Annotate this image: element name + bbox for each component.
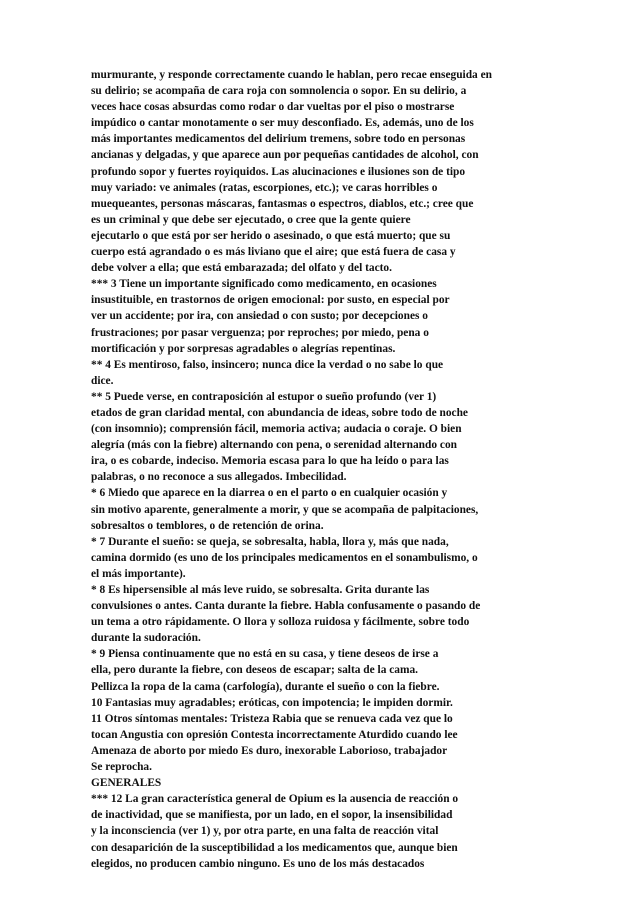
- text-line: sobresaltos o temblores, o de retención de orina.: [91, 519, 324, 532]
- text-line: murmurante, y responde correctamente cuando le hablan, pero recae enseguida en: [91, 69, 492, 81]
- text-line: 10 Fantasias muy agradables; eróticas, con impotencia; le impiden dormir.: [91, 696, 453, 709]
- text-line: * 9 Piensa continuamente que no está en su casa, y tiene deseos de irse a: [91, 648, 439, 661]
- text-line: de inactividad, que se manifiesta, por un lado, en el sopor, la insensibilidad: [91, 809, 453, 822]
- text-line: ella, pero durante la fiebre, con deseos de escapar; salta de la cama.: [91, 664, 419, 677]
- section-heading: GENERALES: [91, 777, 162, 790]
- text-line: ver un accidente; por ira, con ansiedad o con susto; por decepciones o: [91, 310, 428, 323]
- text-line: tocan Angustia con opresión Contesta incorrectamente Aturdido cuando lee: [91, 728, 458, 741]
- text-line: su delirio; se acompaña de cara roja con somnolencia o sopor. En su delirio, a: [91, 85, 467, 98]
- text-line: es un criminal y que debe ser ejecutado, o cree que la gente quiere: [91, 213, 411, 226]
- text-line: Amenaza de aborto por miedo Es duro, inexorable Laborioso, trabajador: [91, 744, 448, 757]
- text-line: mortificación y por sorpresas agradables o alegrías repentinas.: [91, 342, 396, 355]
- text-line: profundo sopor y fuertes royiquidos. Las alucinaciones e ilusiones son de tipo: [91, 165, 466, 178]
- text-line: ira, o es cobarde, indeciso. Memoria escasa para lo que ha leído o para las: [91, 455, 449, 468]
- text-line: y la inconsciencia (ver 1) y, por otra parte, en una falta de reacción vital: [91, 825, 439, 838]
- text-line: * 7 Durante el sueño: se queja, se sobresalta, habla, llora y, más que nada,: [91, 535, 449, 548]
- text-line: dice.: [91, 374, 114, 387]
- text-line: palabras, o no reconoce a sus allegados. Imbecilidad.: [91, 471, 347, 484]
- text-line: Se reprocha.: [91, 761, 152, 774]
- text-line: *** 12 La gran característica general de Opium es la ausencia de reacción o: [91, 793, 459, 806]
- text-line: convulsiones o antes. Canta durante la fiebre. Habla confusamente o pasando de: [91, 600, 481, 613]
- text-line: debe volver a ella; que está embarazada; del olfato y del tacto.: [91, 262, 392, 275]
- text-line: ejecutarlo o que está por ser herido o asesinado, o que está muerto; que su: [91, 229, 451, 242]
- text-line: muequeantes, personas máscaras, fantasmas o espectros, diablos, etc.; cree que: [91, 197, 474, 210]
- text-line: durante la sudoración.: [91, 632, 201, 645]
- text-line: *** 3 Tiene un importante significado como medicamento, en ocasiones: [91, 278, 437, 291]
- text-line: (con insomnio); comprensión fácil, memoria activa; audacia o coraje. O bien: [91, 423, 462, 436]
- text-line: ** 5 Puede verse, en contraposición al estupor o sueño profundo (ver 1): [91, 390, 437, 403]
- text-line: Pellizca la ropa de la cama (carfología), durante el sueño o con la fiebre.: [91, 680, 440, 693]
- text-line: impúdico o cantar monotamente o ser muy desconfiado. Es, además, uno de los: [91, 117, 474, 130]
- text-line: ancianas y delgadas, y que aparece aun por pequeñas cantidades de alcohol, con: [91, 149, 479, 162]
- text-line: más importantes medicamentos del delirium tremens, sobre todo en personas: [91, 133, 466, 146]
- text-line: ** 4 Es mentiroso, falso, insincero; nunca dice la verdad o no sabe lo que: [91, 358, 444, 371]
- text-line: alegría (más con la fiebre) alternando con pena, o serenidad alternando con: [91, 439, 457, 452]
- text-line: muy variado: ve animales (ratas, escorpiones, etc.); ve caras horribles o: [91, 181, 438, 194]
- text-line: * 8 Es hipersensible al más leve ruido, se sobresalta. Grita durante las: [91, 584, 430, 596]
- text-line: * 6 Miedo que aparece en la diarrea o en el parto o en cualquier ocasión y: [91, 487, 448, 500]
- text-line: 11 Otros síntomas mentales: Tristeza Rabia que se renueva cada vez que lo: [91, 712, 453, 725]
- text-line: el más importante).: [91, 567, 186, 580]
- text-line: insustituible, en trastornos de origen emocional: por susto, en especial por: [91, 294, 450, 307]
- text-line: cuerpo está agrandado o es más liviano que el aire; que está fuera de casa y: [91, 246, 456, 259]
- text-line: un tema a otro rápidamente. O llora y solloza ruidosa y fácilmente, sobre todo: [91, 616, 470, 629]
- text-line: camina dormido (es uno de los principales medicamentos en el sonambulismo, o: [91, 551, 478, 564]
- body-text: [91, 67, 561, 872]
- text-line: con desaparición de la susceptibilidad a los medicamentos que, aunque bien: [91, 841, 458, 854]
- text-line: elegidos, no producen cambio ninguno. Es uno de los más destacados: [91, 857, 425, 870]
- text-line: veces hace cosas absurdas como rodar o dar vueltas por el piso o mostrarse: [91, 101, 455, 114]
- text-line: etados de gran claridad mental, con abundancia de ideas, sobre todo de noche: [91, 406, 468, 419]
- text-line: frustraciones; por pasar verguenza; por reproches; por miedo, pena o: [91, 326, 429, 339]
- text-line: sin motivo aparente, generalmente a morir, y que se acompaña de palpitaciones,: [91, 503, 479, 516]
